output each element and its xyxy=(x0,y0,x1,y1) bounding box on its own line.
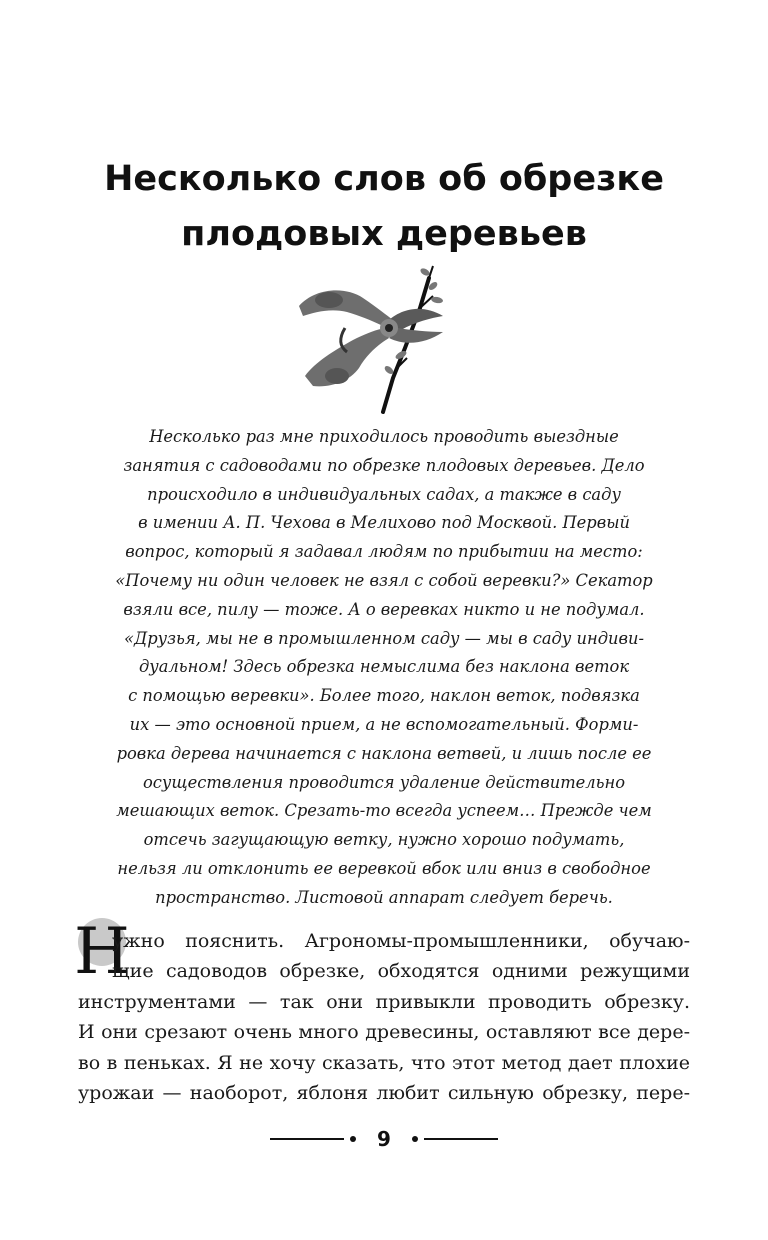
body-paragraph xyxy=(78,926,690,1108)
epigraph-line: отсечь загущающую ветку, нужно хорошо подумать, xyxy=(143,830,625,850)
footer-dot-right xyxy=(412,1136,418,1142)
epigraph-line: взяли все, пилу — тоже. А о веревках никто и не подумал. xyxy=(123,599,645,619)
body-line: урожаи — наоборот, яблоня любит сильную обрезку, пере- xyxy=(78,1082,690,1105)
chapter-title xyxy=(40,152,728,262)
body-line: И они срезают очень много древесины, оставляют все дере- xyxy=(78,1021,690,1044)
body-line: щие садоводов обрезке, обходятся одними режущими xyxy=(112,960,690,983)
chapter-title-line-1: Несколько слов об обрезке xyxy=(104,159,664,199)
epigraph-line: Несколько раз мне приходилось проводить выездные xyxy=(149,427,619,446)
drop-cap: Н xyxy=(74,915,130,989)
epigraph-line: ровка дерева начинается с наклона ветвей, и лишь после ее xyxy=(116,743,652,763)
epigraph-line: мешающих веток. Срезать-то всегда успеем… Прежде чем xyxy=(116,801,652,821)
chapter-title-line-2: плодовых деревьев xyxy=(181,214,587,254)
pruning-shears-icon xyxy=(275,258,465,418)
epigraph-line: «Друзья, мы не в промышленном саду — мы в саду индиви- xyxy=(124,628,644,648)
epigraph-line: с помощью веревки». Более того, наклон веток, подвязка xyxy=(128,686,640,706)
epigraph-line: их — это основной прием, а не вспомогательный. Форми- xyxy=(129,714,639,734)
page-footer xyxy=(270,1124,498,1154)
epigraph-line: в имении А. П. Чехова в Мелихово под Москвой. Первый xyxy=(138,513,630,533)
epigraph-line: «Почему ни один человек не взял с собой веревки?» Секатор xyxy=(115,570,653,590)
page-number: 9 xyxy=(377,1127,391,1151)
body-line: во в пеньках. Я не хочу сказать, что этот метод дает плохие xyxy=(78,1051,690,1074)
footer-rule-right xyxy=(424,1138,498,1140)
epigraph-line: занятия с садоводами по обрезке плодовых деревьев. Дело xyxy=(123,455,645,475)
epigraph-line: осуществления проводится удаление действительно xyxy=(142,772,626,792)
epigraph-line: вопрос, который я задавал людям по прибытии на место: xyxy=(125,542,643,562)
epigraph xyxy=(60,423,708,913)
epigraph-line: пространство. Листовой аппарат следует беречь. xyxy=(155,887,613,907)
body-line: инструментами — так они привыкли проводить обрезку. xyxy=(78,990,690,1013)
epigraph-line: происходило в индивидуальных садах, а также в саду xyxy=(147,484,621,504)
epigraph-line: нельзя ли отклонить ее веревкой вбок или вниз в свободное xyxy=(117,858,651,878)
epigraph-line: дуальном! Здесь обрезка немыслима без наклона веток xyxy=(138,657,630,677)
body-line: ужно пояснить. Агрономы-промышленники, обучаю- xyxy=(112,930,690,952)
